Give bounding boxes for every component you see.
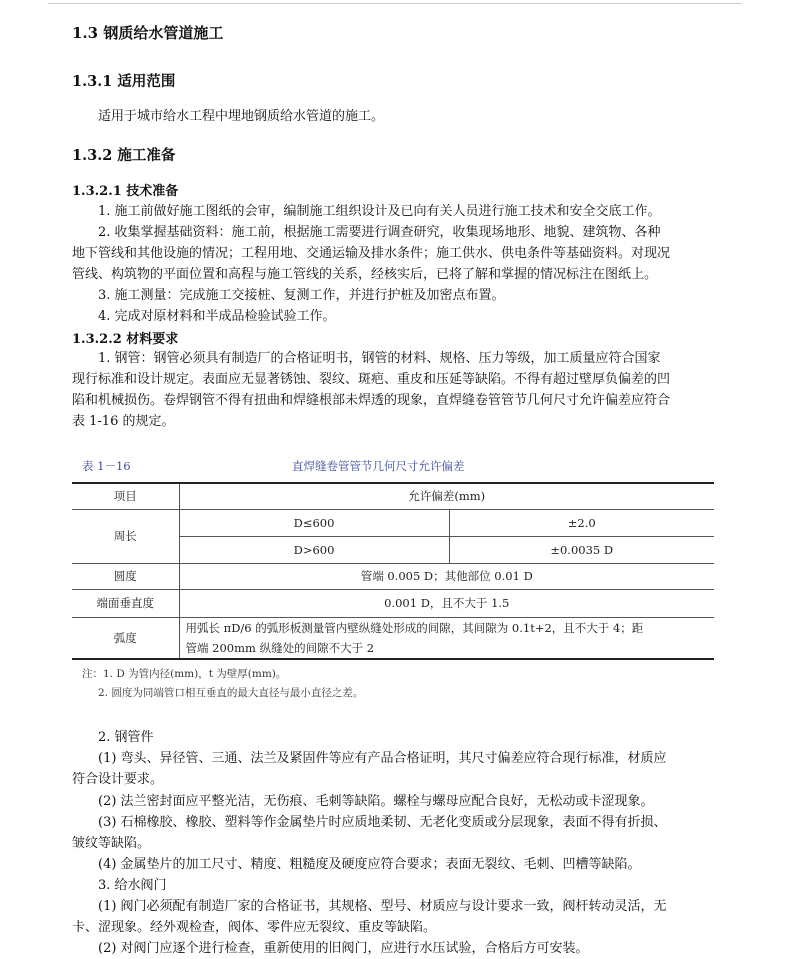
- endface-label-cell: 端面垂直度: [72, 589, 179, 617]
- materials-heading: 1.3.2.2 材料要求: [72, 332, 179, 347]
- endface-tolerance-cell: 0.001 D，且不大于 1.5: [179, 589, 714, 617]
- table-number: 表 1－16: [82, 459, 131, 473]
- fittings-line-3: 符合设计要求。: [72, 772, 164, 787]
- fittings-line-7: (4) 金属垫片的加工尺寸、精度、粗糙度及硬度应符合要求；表面无裂纹、毛刺、凹槽等缺陷。: [98, 857, 641, 872]
- tech-line-4: 管线、构筑物的平面位置和高程与施工管线的关系，经核实后，已将了解和掌握的情况标注在图纸上。: [72, 267, 658, 282]
- tolerance-table: [72, 482, 714, 660]
- materials-line-2: 现行标准和设计规定。表面应无显著锈蚀、裂纹、斑疤、重皮和压延等缺陷。不得有超过壁厚负偏差的凹: [72, 372, 671, 387]
- tech-line-6: 4. 完成对原材料和半成品检验试验工作。: [98, 309, 336, 324]
- scope-heading: 1.3.1 适用范围: [72, 73, 176, 90]
- perimeter-condition-cell: D≤600: [179, 509, 449, 536]
- roundness-label-cell: 圆度: [72, 563, 179, 589]
- table-row: [72, 563, 714, 589]
- perimeter-tolerance-cell: ±0.0035 D: [449, 536, 714, 563]
- table-title: 直焊缝卷管管节几何尺寸允许偏差: [292, 459, 465, 473]
- materials-line-1: 1. 钢管：钢管必须具有制造厂的合格证明书，钢管的材料、规格、压力等级，加工质量应符合国家: [98, 351, 661, 366]
- fittings-line-1: 2. 钢管件: [98, 730, 154, 745]
- table-note-2: 2. 圆度为同端管口相互垂直的最大直径与最小直径之差。: [98, 687, 364, 699]
- header-tolerance-cell: 允许偏差(mm): [179, 483, 714, 509]
- roundness-tolerance-cell: 管端 0.005 D；其他部位 0.01 D: [179, 563, 714, 589]
- table-note-1: 注：1. D 为管内径(mm)，t 为壁厚(mm)。: [82, 668, 287, 680]
- page-top-rule: [48, 3, 742, 4]
- prep-heading: 1.3.2 施工准备: [72, 147, 176, 164]
- fittings-line-5: (3) 石棉橡胶、橡胶、塑料等作金属垫片时应质地柔韧、无老化变质或分层现象，表面不得有折损、: [98, 815, 667, 830]
- valves-line-1: (1) 阀门必须配有制造厂家的合格证书，其规格、型号、材质应与设计要求一致，阀杆转动灵活，无: [98, 899, 667, 914]
- fittings-line-2: (1) 弯头、异径管、三通、法兰及紧固件等应有产品合格证明，其尺寸偏差应符合现行标准，材质应: [98, 751, 667, 766]
- materials-line-3: 陷和机械损伤。卷焊钢管不得有扭曲和焊缝根部未焊透的现象，直焊缝卷管管节几何尺寸允许偏差应符合: [72, 393, 671, 408]
- table-row: [72, 589, 714, 617]
- arc-label-cell: 弧度: [72, 617, 179, 659]
- arc-tolerance-cell: [179, 617, 714, 659]
- valves-line-2: 卡、涩现象。经外观检查，阀体、零件应无裂纹、重皮等缺陷。: [72, 920, 437, 935]
- tech-line-5: 3. 施工测量：完成施工交接桩、复测工作，并进行护桩及加密点布置。: [98, 288, 505, 303]
- table-row: [72, 483, 714, 509]
- tech-heading: 1.3.2.1 技术准备: [72, 184, 179, 199]
- table-row: [72, 617, 714, 659]
- valves-heading: 3. 给水阀门: [98, 878, 167, 893]
- tech-line-1: 1. 施工前做好施工图纸的会审，编制施工组织设计及已向有关人员进行施工技术和安全交底工作。: [98, 204, 661, 219]
- tech-line-3: 地下管线和其他设施的情况；工程用地、交通运输及排水条件；施工供水、供电条件等基础资料。对现况: [72, 246, 671, 261]
- fittings-line-4: (2) 法兰密封面应平整光洁，无伤痕、毛刺等缺陷。螺栓与螺母应配合良好，无松动或卡涩现象。: [98, 794, 654, 809]
- materials-line-4: 表 1-16 的规定。: [72, 414, 175, 429]
- perimeter-condition-cell: D>600: [179, 536, 449, 563]
- section-title: 1.3 钢质给水管道施工: [72, 24, 224, 42]
- scope-text: 适用于城市给水工程中埋地钢质给水管道的施工。: [98, 109, 385, 124]
- valves-line-3: (2) 对阀门应逐个进行检查，重新使用的旧阀门，应进行水压试验，合格后方可安装。: [98, 941, 589, 956]
- fittings-line-6: 皱纹等缺陷。: [72, 836, 151, 851]
- perimeter-label-cell: 周长: [72, 509, 179, 563]
- header-item-cell: 项目: [72, 483, 179, 509]
- arc-tolerance-line-1: 用弧长 πD/6 的弧形板测量管内壁纵缝处形成的间隙，其间隙为 0.1t+2，且不大于 4；距: [185, 620, 644, 635]
- tech-line-2: 2. 收集掌握基础资料：施工前，根据施工需要进行调查研究，收集现场地形、地貌、建筑物、各种: [98, 225, 661, 240]
- arc-tolerance-line-2: 管端 200mm 纵缝处的间隙不大于 2: [185, 640, 375, 655]
- perimeter-tolerance-cell: ±2.0: [449, 509, 714, 536]
- table-row: [72, 509, 714, 536]
